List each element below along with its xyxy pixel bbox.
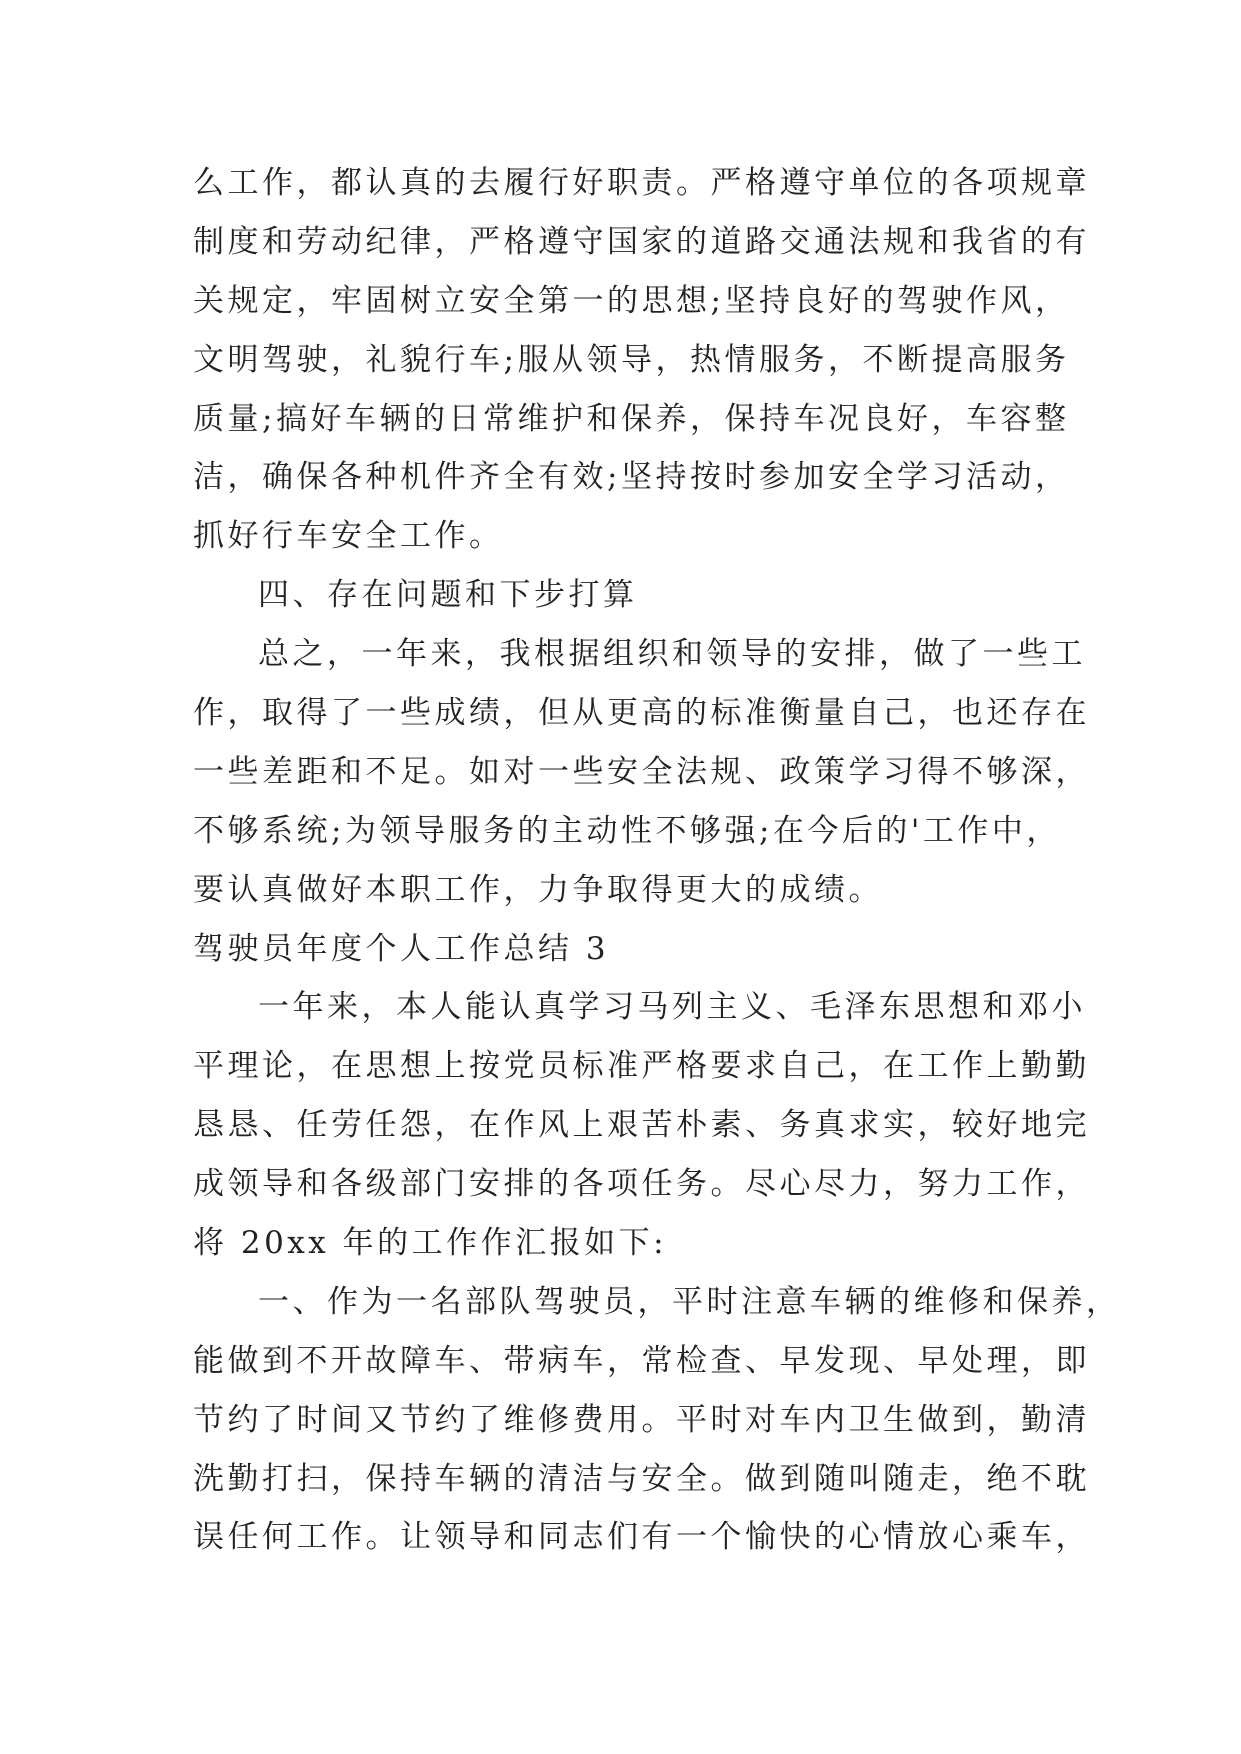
document-body <box>193 154 1121 1567</box>
text-line: 总之，一年来，我根据组织和领导的安排，做了一些工 <box>258 636 1086 673</box>
text-line: 洁，确保各种机件齐全有效;坚持按时参加安全学习活动， <box>193 459 1070 496</box>
text-line: 误任何工作。让领导和同志们有一个愉快的心情放心乘车， <box>193 1519 1090 1556</box>
text-line: 质量;搞好车辆的日常维护和保养，保持车况良好，车容整 <box>193 400 1070 437</box>
text-line: 文明驾驶，礼貌行车;服从领导，热情服务，不断提高服务 <box>193 341 1070 378</box>
text-line: 能做到不开故障车、带病车，常检查、早发现、早处理，即 <box>193 1342 1090 1379</box>
text-line: 要认真做好本职工作，力争取得更大的成绩。 <box>193 871 883 908</box>
text-line: 不够系统;为领导服务的主动性不够强;在今后的'工作中， <box>193 812 1061 849</box>
text-line: 制度和劳动纪律，严格遵守国家的道路交通法规和我省的有 <box>193 223 1090 260</box>
text-line: 一年来，本人能认真学习马列主义、毛泽东思想和邓小 <box>258 989 1086 1026</box>
section-heading: 四、存在问题和下步打算 <box>258 577 638 614</box>
text-line: 洗勤打扫，保持车辆的清洁与安全。做到随叫随走，绝不耽 <box>193 1460 1090 1497</box>
text-line: 平理论，在思想上按党员标准严格要求自己，在工作上勤勤 <box>193 1048 1090 1085</box>
text-line: 一些差距和不足。如对一些安全法规、政策学习得不够深， <box>193 753 1090 790</box>
text-line: 一、作为一名部队驾驶员，平时注意车辆的维修和保养， <box>258 1283 1121 1320</box>
text-line: 将 20xx 年的工作作汇报如下: <box>193 1225 668 1262</box>
text-line: 么工作，都认真的去履行好职责。严格遵守单位的各项规章 <box>193 165 1090 201</box>
text-line: 关规定，牢固树立安全第一的思想;坚持良好的驾驶作风， <box>193 282 1070 319</box>
article-title: 驾驶员年度个人工作总结 3 <box>193 930 610 967</box>
text-line: 作，取得了一些成绩，但从更高的标准衡量自己，也还存在 <box>193 695 1090 732</box>
text-line: 节约了时间又节约了维修费用。平时对车内卫生做到，勤清 <box>193 1401 1090 1438</box>
text-line: 抓好行车安全工作。 <box>193 518 504 555</box>
text-line: 成领导和各级部门安排的各项任务。尽心尽力，努力工作， <box>193 1166 1090 1203</box>
text-line: 恳恳、任劳任怨，在作风上艰苦朴素、务真求实，较好地完 <box>193 1107 1090 1144</box>
